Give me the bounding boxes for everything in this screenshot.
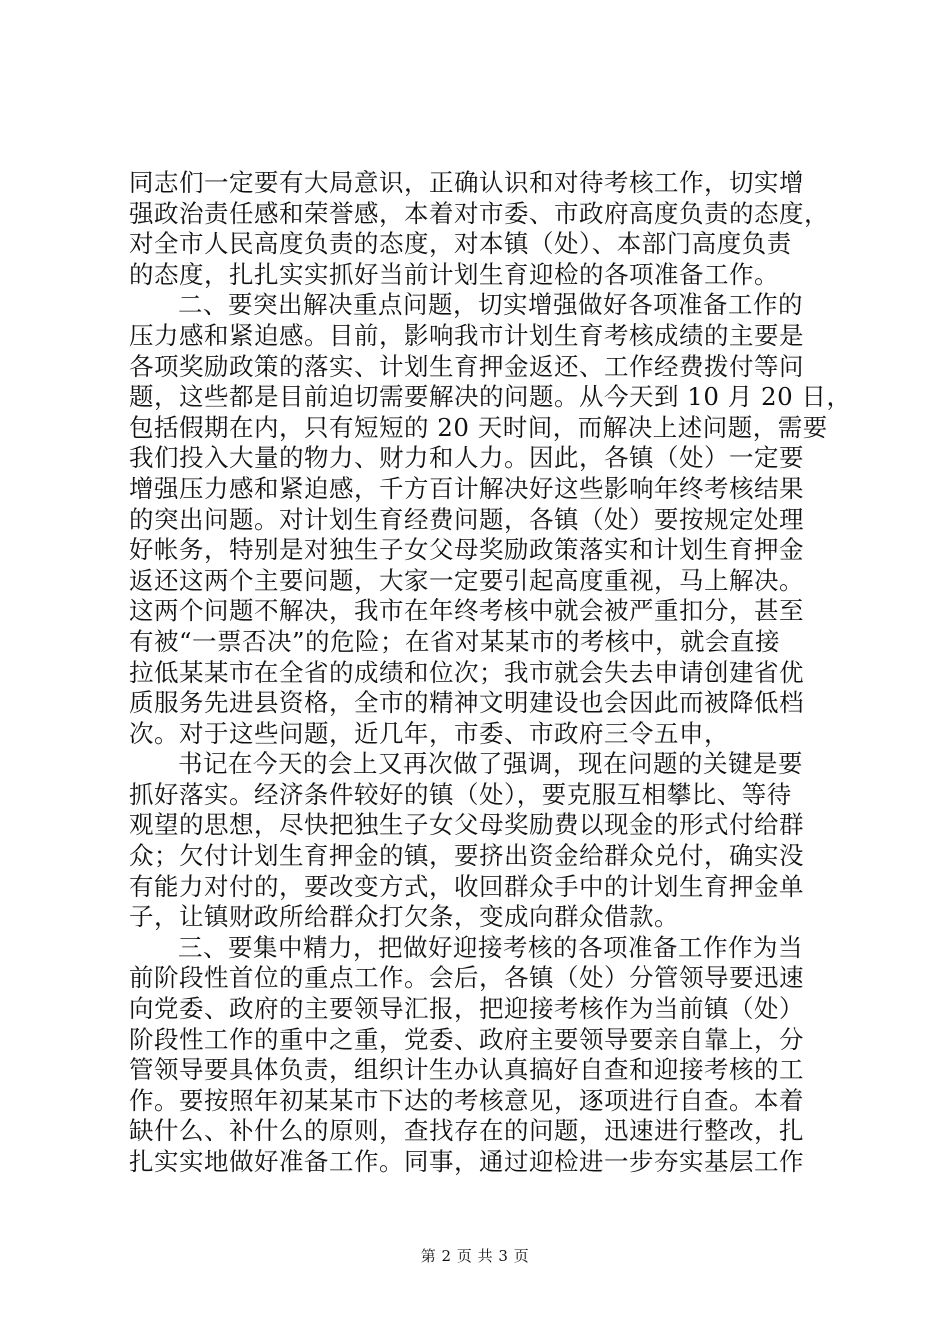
text-line: 作。要按照年初某某市下达的考核意见，逐项进行自查。本着 [129, 1085, 804, 1115]
text-line: 前阶段性首位的重点工作。会后，各镇（处）分管领导要迅速 [129, 963, 804, 993]
text-line: 管领导要具体负责，组织计生办认真搞好自查和迎接考核的工 [129, 1055, 804, 1085]
text-line: 书记在今天的会上又再次做了强调，现在问题的关键是要 [178, 749, 803, 779]
text-line: 众；欠付计划生育押金的镇，要挤出资金给群众兑付，确实没 [129, 841, 804, 871]
text-line: 观望的思想，尽快把独生子女父母奖励费以现金的形式付给群 [129, 810, 804, 840]
text-line: 次。对于这些问题，近几年，市委、市政府三令五申， [129, 718, 729, 748]
text-line: 我们投入大量的物力、财力和人力。因此，各镇（处）一定要 [129, 443, 804, 473]
text-line: 阶段性工作的重中之重，党委、政府主要领导要亲自靠上，分 [129, 1024, 804, 1054]
page-footer: 第 2 页 共 3 页 [420, 1247, 530, 1265]
text-line: 子，让镇财政所给群众打欠条，变成向群众借款。 [129, 902, 679, 932]
text-line: 的态度，扎扎实实抓好当前计划生育迎检的各项准备工作。 [129, 259, 779, 289]
text-line: 的突出问题。对计划生育经费问题，各镇（处）要按规定处理 [129, 504, 804, 534]
text-line: 有被“一票否决”的危险；在省对某某市的考核中，就会直接 [129, 626, 781, 656]
text-line: 包括假期在内，只有短短的 20 天时间，而解决上述问题，需要 [129, 412, 828, 442]
text-line: 有能力对付的，要改变方式，收回群众手中的计划生育押金单 [129, 871, 804, 901]
text-line: 返还这两个主要问题，大家一定要引起高度重视，马上解决。 [129, 565, 804, 595]
text-line: 强政治责任感和荣誉感，本着对市委、市政府高度负责的态度， [129, 198, 829, 228]
text-line: 这两个问题不解决，我市在年终考核中就会被严重扣分，甚至 [129, 596, 804, 626]
text-line: 同志们一定要有大局意识，正确认识和对待考核工作，切实增 [129, 168, 804, 197]
text-line: 质服务先进县资格，全市的精神文明建设也会因此而被降低档 [129, 688, 804, 718]
text-line: 向党委、政府的主要领导汇报，把迎接考核作为当前镇（处） [129, 994, 804, 1024]
text-line: 好帐务，特别是对独生子女父母奖励政策落实和计划生育押金 [129, 535, 804, 565]
text-line: 题，这些都是目前迫切需要解决的问题。从今天到 10 月 20 日， [129, 382, 852, 412]
text-line: 三、要集中精力，把做好迎接考核的各项准备工作作为当 [178, 932, 803, 962]
text-line: 抓好落实。经济条件较好的镇（处），要克服互相攀比、等待 [129, 779, 792, 809]
document-body [129, 168, 852, 1178]
text-line: 压力感和紧迫感。目前，影响我市计划生育考核成绩的主要是 [129, 320, 804, 350]
text-line: 各项奖励政策的落实、计划生育押金返还、工作经费拨付等问 [129, 351, 804, 381]
text-line: 二、要突出解决重点问题，切实增强做好各项准备工作的 [178, 290, 803, 320]
text-line: 缺什么、补什么的原则，查找存在的问题，迅速进行整改，扎 [129, 1116, 804, 1146]
text-line: 扎实实地做好准备工作。同事，通过迎检进一步夯实基层工作 [129, 1147, 804, 1176]
text-line: 对全市人民高度负责的态度，对本镇（处）、本部门高度负责 [129, 229, 792, 259]
text-line: 增强压力感和紧迫感，千方百计解决好这些影响年终考核结果 [129, 473, 804, 503]
text-line: 拉低某某市在全省的成绩和位次；我市就会失去申请创建省优 [129, 657, 804, 687]
